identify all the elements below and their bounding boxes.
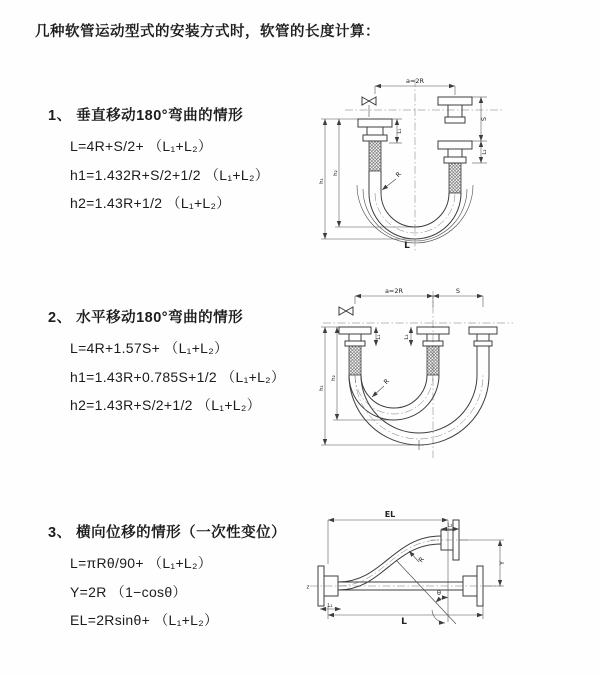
hose-u-bend-original: [349, 375, 439, 420]
dim-label-radius: R: [416, 555, 426, 565]
page-title: 几种软管运动型式的安装方式时，软管的长度计算：: [35, 24, 380, 40]
formula-s3-Y: Y=2R （1−cosθ）: [70, 583, 187, 600]
valve-icon: [362, 97, 376, 117]
diagram-vertical-180-bend: [303, 73, 595, 269]
braided-hose-section: [449, 163, 461, 193]
flange-fitting-left: [339, 327, 371, 375]
dim-label-l2: L₂: [404, 334, 410, 340]
dim-label-l1: L₁: [327, 603, 333, 609]
dim-label-s: S: [455, 287, 461, 295]
dim-label-l2: L₂: [482, 149, 488, 155]
braided-hose-section: [369, 141, 381, 171]
section-vertical-movement: [48, 104, 269, 218]
formula-s3-L: L=πRθ/90+ （L₁+L₂）: [70, 555, 213, 571]
formula-s2-h1: h1=1.43R+0.785S+1/2 （L₁+L₂）: [70, 368, 286, 385]
section-horizontal-movement: [48, 306, 285, 420]
dim-label-y: Y: [498, 561, 506, 565]
diagram-horizontal-180-bend: [298, 283, 600, 473]
flange-fitting-middle: [417, 327, 449, 375]
formula-s2-h2: h2=1.43R+S/2+1/2 （L₁+L₂）: [70, 397, 261, 413]
formula-s3-EL: EL=2Rsinθ+ （L₁+L₂）: [70, 612, 219, 628]
dim-label-h1: h₁: [319, 178, 325, 184]
braided-hose-section: [427, 346, 439, 375]
dim-label-theta: θ: [437, 589, 441, 597]
formula-s1-L: L=4R+S/2+ （L₁+L₂）: [70, 138, 213, 154]
dim-label-h1: h₁: [319, 385, 325, 391]
dim-label-radius: R: [382, 377, 392, 387]
dim-label-l1: L₁: [397, 128, 403, 134]
flange-fitting-left: [358, 119, 392, 171]
dim-label-h2: h₂: [333, 170, 339, 176]
section-2-heading: 2、 水平移动180°弯曲的情形: [48, 310, 244, 326]
section-1-heading: 1、 垂直移动180°弯曲的情形: [48, 108, 244, 124]
dim-label-l2: L₂: [447, 522, 453, 529]
formula-s2-L: L=4R+1.57S+ （L₁+L₂）: [70, 340, 229, 356]
dim-label-s: S: [480, 116, 488, 122]
section-3-heading: 3、 横向位移的情形（一次性变位）: [48, 525, 287, 541]
axis-mark: z: [306, 584, 310, 591]
valve-icon: [339, 307, 353, 315]
dim-label-a2r: a=2R: [405, 77, 425, 85]
dim-label-length: L: [404, 241, 410, 251]
dim-label-radius: R: [394, 170, 404, 180]
dim-label-length: L: [401, 617, 407, 627]
formula-s1-h1: h1=1.432R+S/2+1/2 （L₁+L₂）: [70, 166, 270, 183]
braided-hose-section: [349, 346, 361, 375]
formula-s1-h2: h2=1.43R+1/2 （L₁+L₂）: [70, 195, 231, 211]
dim-label-el: EL: [384, 510, 396, 519]
dim-label-h2: h₂: [331, 375, 337, 381]
flange-fitting-right: [469, 327, 497, 375]
construction-diagonal: [396, 560, 456, 624]
hose-s-curve-displaced: [338, 520, 470, 590]
diagram-lateral-displacement: [298, 502, 600, 652]
flange-fitting-right-lower: [438, 141, 472, 193]
dim-label-a2r: a=2R: [384, 287, 404, 295]
dim-label-l1: L₁: [376, 334, 382, 340]
section-lateral-displacement: [48, 521, 286, 635]
